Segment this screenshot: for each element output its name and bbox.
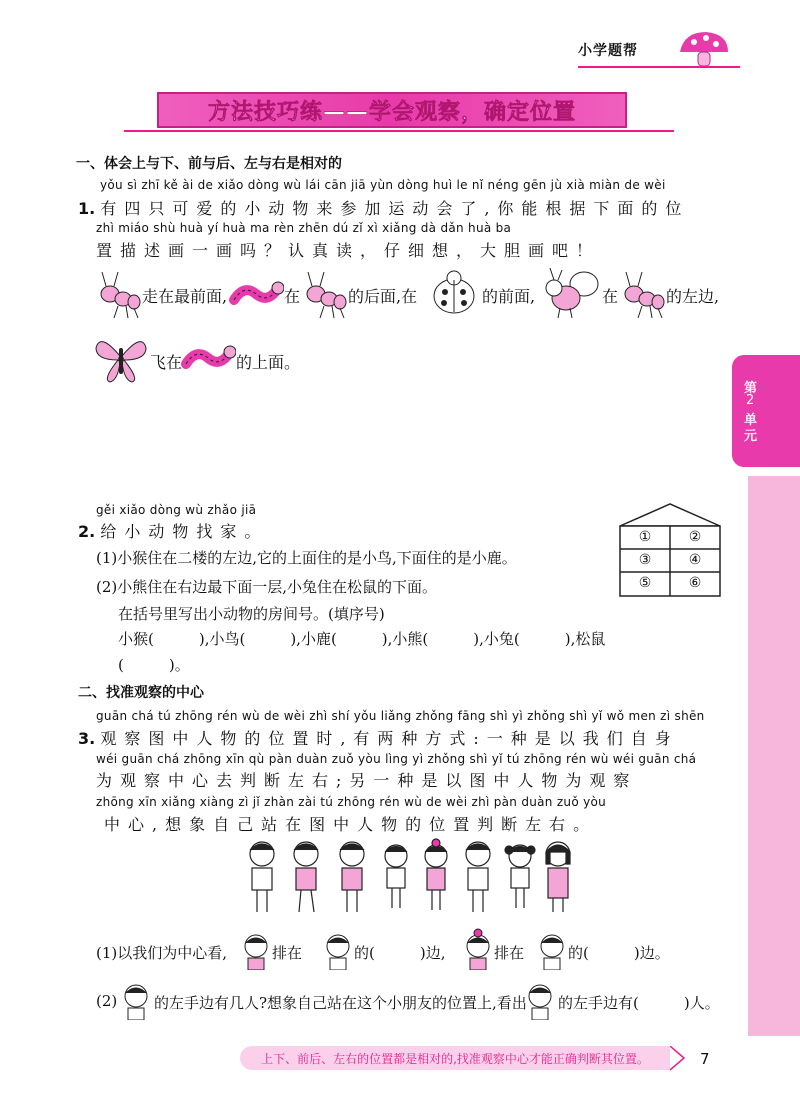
condition-text: (1)小猴住在二楼的左边,它的上面住的是小鸟,下面住的是小鹿。 <box>96 549 517 567</box>
sentence-text: 的上面。 <box>236 353 301 372</box>
brand-name: 小学题帮 <box>578 43 638 59</box>
pinyin-line: gěi xiǎo dòng wù zhǎo jiā <box>96 503 257 517</box>
ant-icon <box>302 266 348 320</box>
boy-face-icon <box>242 930 270 970</box>
side-strip <box>748 476 800 1036</box>
question-text: 中心,想象自己站在图中人物的位置判断左右。 <box>104 815 598 834</box>
room-label: ② <box>688 528 702 545</box>
ant-icon <box>96 266 142 320</box>
ladybug-icon <box>428 266 480 318</box>
question-number: 3. <box>78 729 96 748</box>
unit-tab-text: 单 <box>744 413 758 428</box>
part-text: 的( )边。 <box>568 944 670 962</box>
question-text: 有四只可爱的小动物来参加运动会了,你能根据下面的位 <box>100 199 690 218</box>
bee-icon <box>540 264 600 320</box>
part-text: (1)以我们为中心看, <box>96 944 228 962</box>
part-text: (2) <box>96 992 118 1010</box>
room-label: ① <box>638 528 652 545</box>
sentence-text: 的左边, <box>666 287 720 306</box>
sentence-text: 的后面,在 <box>348 287 418 306</box>
sentence-text: 飞在 <box>150 353 183 372</box>
sentence-text: 的前面, <box>482 287 536 306</box>
pinyin-line: zhì miáo shù huà yí huà ma rèn zhēn dú zǐ xì xiǎng dà dǎn huà ba <box>96 221 512 235</box>
section-heading: 二、找准观察的中心 <box>78 685 204 701</box>
section-heading: 一、体会上与下、前与后、左与右是相对的 <box>76 156 342 172</box>
instruction-text: 在括号里写出小动物的房间号。(填序号) <box>118 605 385 623</box>
room-label: ⑥ <box>688 574 702 591</box>
unit-tab-number: 2 <box>746 393 755 408</box>
boy-face-icon <box>120 980 152 1020</box>
answer-line: 小猴( ),小鸟( ),小鹿( ),小熊( ),小兔( ),松鼠 <box>118 630 606 648</box>
sentence-text: 走在最前面, <box>142 287 228 306</box>
unit-tab <box>732 355 800 467</box>
mushroom-logo-icon <box>676 28 730 70</box>
room-label: ⑤ <box>638 574 652 591</box>
tip-text: 上下、前后、左右的位置都是相对的,找准观察中心才能正确判断其位置。 <box>261 1051 649 1066</box>
sentence-text: 在 <box>284 287 301 306</box>
tip-bar <box>240 1046 670 1070</box>
room-label: ④ <box>688 551 702 568</box>
sentence-text: 在 <box>602 287 619 306</box>
girl-face-icon <box>464 928 492 970</box>
page-title-bar <box>157 92 627 128</box>
pinyin-line: wéi guān chá zhōng xīn qù pàn duàn zuǒ yòu lìng yì zhǒng shì yǐ tú zhōng rén wù wéi guān chá <box>96 752 697 766</box>
caterpillar-icon <box>180 344 236 372</box>
title-underline <box>124 130 674 132</box>
part-text: 排在 <box>494 944 525 962</box>
answer-line: ( )。 <box>118 656 190 674</box>
caterpillar-icon <box>228 280 284 308</box>
page-number: 7 <box>700 1050 710 1068</box>
tip-bar-arrow <box>670 1046 690 1072</box>
question-text: 给小动物找家。 <box>100 522 269 541</box>
children-row-illustration <box>240 838 580 916</box>
part-text: 的( )边, <box>354 944 446 962</box>
part-text: 排在 <box>272 944 303 962</box>
brand-underline <box>578 66 740 68</box>
room-label: ③ <box>638 551 652 568</box>
question-number: 1. <box>78 199 96 218</box>
ant-icon <box>620 266 666 320</box>
butterfly-icon <box>92 330 150 384</box>
pinyin-line: yǒu sì zhī kě ài de xiǎo dòng wù lái cān jiā yùn dòng huì le nǐ néng gēn jù xià miàn de wèi <box>100 178 666 192</box>
part-text: 的左手边有( )人。 <box>558 994 720 1012</box>
question-text: 为观察中心去判断左右;另一种是以图中人物为观察 <box>96 771 638 790</box>
part-text: 的左手边有几人?想象自己站在这个小朋友的位置上,看出 <box>154 994 527 1012</box>
boy-face-icon <box>324 930 352 970</box>
boy-face-icon <box>524 980 556 1020</box>
question-number: 2. <box>78 522 96 541</box>
page-title: 方法技巧练——学会观察，确定位置 <box>207 99 576 125</box>
question-text: 置描述画一画吗？认真读，仔细想，大胆画吧！ <box>96 241 601 260</box>
unit-tab-text: 第 <box>744 381 758 396</box>
condition-text: (2)小熊住在右边最下面一层,小兔住在松鼠的下面。 <box>96 578 438 596</box>
unit-tab-text: 元 <box>744 429 758 444</box>
question-text: 观察图中人物的位置时,有两种方式:一种是以我们自身 <box>100 729 679 748</box>
pinyin-line: zhōng xīn xiǎng xiàng zì jǐ zhàn zài tú zhōng rén wù de wèi zhì pàn duàn zuǒ yòu <box>96 795 607 809</box>
pinyin-line: guān chá tú zhōng rén wù de wèi zhì shí yǒu liǎng zhǒng fāng shì yì zhǒng shì yǐ wǒ men zì shēn <box>96 709 705 723</box>
boy-face-icon <box>538 930 566 970</box>
